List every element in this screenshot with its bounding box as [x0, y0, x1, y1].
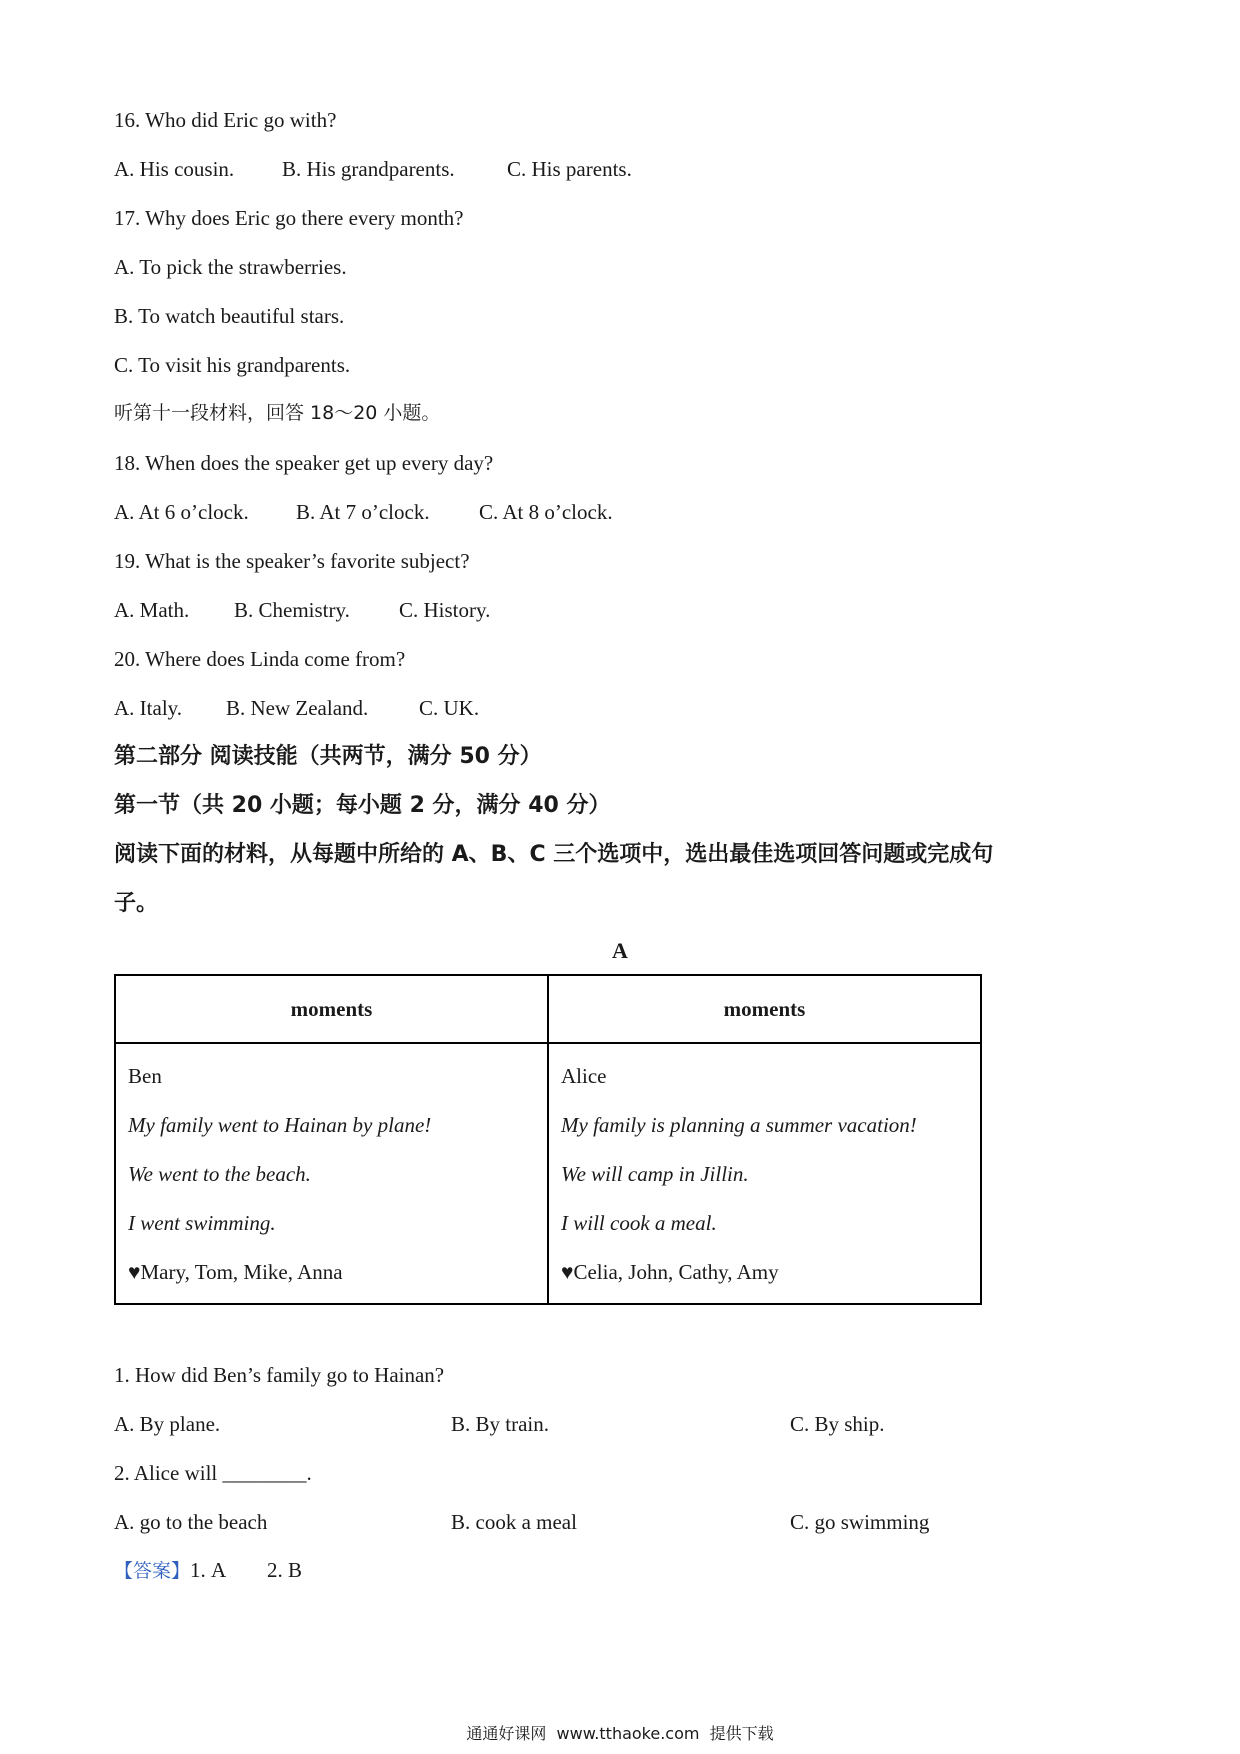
answer-tag: 【答案】	[114, 1560, 191, 1582]
q18-option-a: A. At 6 o’clock.	[114, 500, 249, 524]
table-header-right: moments	[548, 975, 981, 1043]
q18-option-b: B. At 7 o’clock.	[296, 500, 430, 524]
post-line: My family went to Hainan by plane!	[128, 1113, 432, 1137]
post-line: We will camp in Jillin.	[561, 1162, 749, 1186]
r1-option-a: A. By plane.	[114, 1412, 221, 1436]
part2-heading: 第二部分 阅读技能（共两节，满分 50 分）	[114, 744, 542, 769]
post-author: Alice	[561, 1064, 607, 1088]
reading-instruction-line1: 阅读下面的材料，从每题中所给的 A、B、C 三个选项中，选出最佳选项回答问题或完成句	[114, 842, 994, 867]
footer-watermark: 通通好课网 www.tthaoke.com 提供下载	[466, 1724, 774, 1743]
moments-cell-ben	[115, 1043, 548, 1304]
post-likes: ♥Mary, Tom, Mike, Anna	[128, 1260, 343, 1284]
r2-option-a: A. go to the beach	[114, 1510, 268, 1534]
r1-option-b: B. By train.	[451, 1412, 549, 1436]
q17-option-a: A. To pick the strawberries.	[114, 255, 347, 279]
reading-question-1: 1. How did Ben’s family go to Hainan?	[114, 1363, 445, 1387]
q16-option-b: B. His grandparents.	[282, 157, 455, 181]
q17-option-b: B. To watch beautiful stars.	[114, 304, 345, 328]
post-likes: ♥Celia, John, Cathy, Amy	[561, 1260, 779, 1284]
answer-text: 1. A 2. B	[190, 1558, 303, 1582]
q16-option-c: C. His parents.	[507, 157, 632, 181]
table-header-left: moments	[115, 975, 548, 1043]
post-line: I will cook a meal.	[561, 1211, 717, 1235]
question-16: 16. Who did Eric go with?	[114, 108, 337, 132]
post-line: I went swimming.	[128, 1211, 276, 1235]
r2-option-c: C. go swimming	[790, 1510, 930, 1534]
question-17: 17. Why does Eric go there every month?	[114, 206, 464, 230]
q16-option-a: A. His cousin.	[114, 157, 235, 181]
post-line: My family is planning a summer vacation!	[561, 1113, 917, 1137]
reading-question-2: 2. Alice will ________.	[114, 1461, 312, 1485]
q17-option-c: C. To visit his grandparents.	[114, 353, 351, 377]
moments-cell-alice	[548, 1043, 981, 1304]
listening-instruction: 听第十一段材料，回答 18～20 小题。	[114, 402, 441, 424]
passage-label: A	[612, 938, 628, 963]
q20-option-b: B. New Zealand.	[226, 696, 369, 720]
q19-option-b: B. Chemistry.	[234, 598, 350, 622]
r2-option-b: B. cook a meal	[451, 1510, 577, 1534]
q19-option-a: A. Math.	[114, 598, 190, 622]
q18-option-c: C. At 8 o’clock.	[479, 500, 613, 524]
section1-heading: 第一节（共 20 小题；每小题 2 分，满分 40 分）	[114, 793, 611, 818]
moments-table	[114, 974, 982, 1305]
r1-option-c: C. By ship.	[790, 1412, 885, 1436]
question-19: 19. What is the speaker’s favorite subject?	[114, 549, 470, 573]
question-18: 18. When does the speaker get up every day?	[114, 451, 494, 475]
post-author: Ben	[128, 1064, 162, 1088]
reading-instruction-line2: 子。	[114, 891, 159, 916]
q19-option-c: C. History.	[399, 598, 491, 622]
answer-line	[114, 1560, 302, 1581]
question-20: 20. Where does Linda come from?	[114, 647, 406, 671]
post-line: We went to the beach.	[128, 1162, 311, 1186]
q20-option-a: A. Italy.	[114, 696, 183, 720]
q20-option-c: C. UK.	[419, 696, 480, 720]
